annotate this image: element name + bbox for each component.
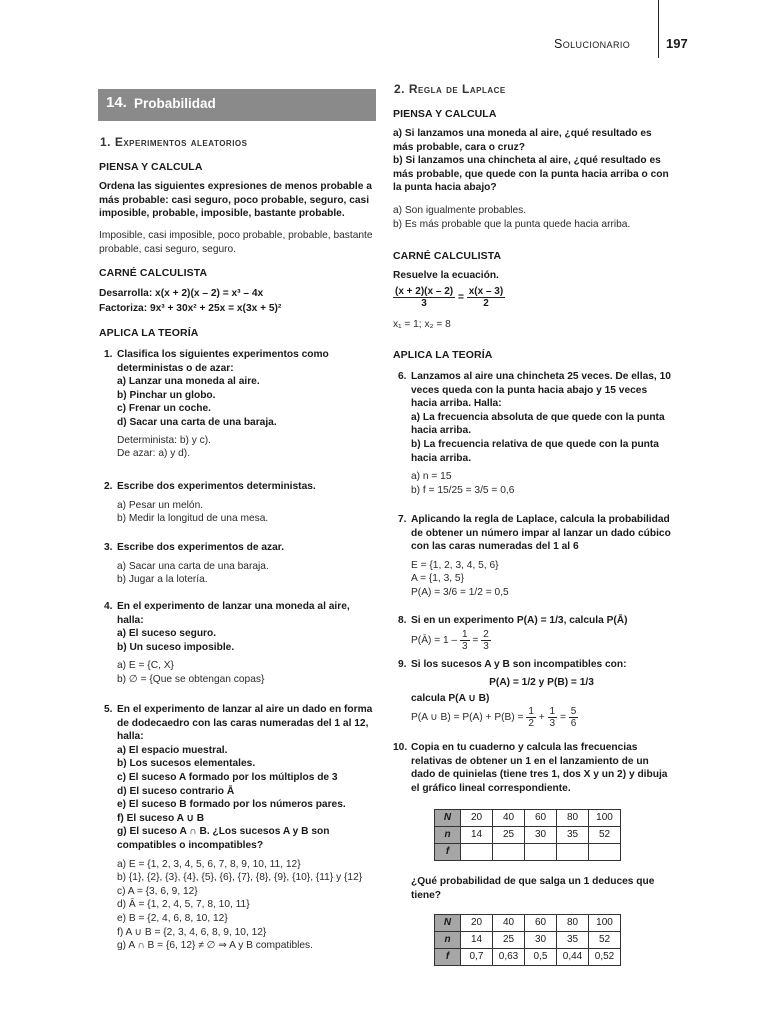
fraction [481,629,491,652]
piensa-answers [393,204,673,231]
exercise-answer: d) Ā = {1, 2, 4, 5, 7, 8, 10, 11} [117,899,250,911]
fraction [393,286,455,309]
denominator: 6 [570,717,577,729]
carne-line-1: Desarrolla: x(x + 2)(x – 2) = x³ – 4x [99,288,264,299]
subheading-aplica: APLICA LA TEORÍA [393,349,493,361]
exercise-3 [104,541,376,587]
exercise-7 [398,513,672,600]
table-header-cell: n [435,932,461,949]
fraction [460,629,470,652]
exercise-number: 1. [104,349,113,360]
exercise-number: 9. [398,659,407,670]
table-row [435,915,621,932]
header-divider [658,0,659,58]
exercise-item: f) El suceso A ∪ B [117,812,205,824]
table-header-cell: N [435,915,461,932]
numerator: 1 [549,705,556,717]
exercise-question: Si los sucesos A y B son incompatibles con: [411,659,627,670]
frequency-table-solved [434,914,621,966]
fraction [548,706,558,729]
table-row [435,810,621,827]
exercise-question: Aplicando la regla de Laplace, calcula la probabilidad de obtener un número impar al lanzar un dado cúbico con las caras numeradas del 1 al 6 [411,514,671,553]
exercise-number: 2. [104,481,113,492]
exercise-item: d) El suceso contrario Ā [117,785,235,797]
exercise-answer: g) A ∩ B = {6, 12} ≠ ∅ ⇒ A y B compatibles. [117,940,313,952]
table-cell: 14 [461,932,493,949]
denominator: 3 [462,640,468,652]
table-cell: 14 [461,827,493,844]
given-probabilities: P(A) = 1/2 y P(B) = 1/3 [489,676,594,688]
exercise-1 [104,348,376,461]
denominator: 3 [483,640,489,652]
subheading-aplica: APLICA LA TEORÍA [99,327,199,339]
exercise-answer: E = {1, 2, 3, 4, 5, 6} [411,559,499,571]
exercise-item: b) Un suceso imposible. [117,641,235,653]
exercise-question-2: ¿Qué probabilidad de que salga un 1 deduces que tiene? [411,876,655,901]
numerator: (x + 2)(x – 2) [395,286,454,297]
numerator: 1 [462,628,468,640]
denominator: 3 [421,298,427,309]
chapter-number: 14. [106,94,127,111]
table-cell: 80 [557,810,589,827]
exercise-answer: b) ∅ = {Que se obtengan copas} [117,673,265,685]
table-header-cell: f [435,844,461,861]
exercise-question: Si en un experimento P(A) = 1/3, calcula P(Ā) [411,615,628,626]
table-row [435,844,621,861]
exercise-answer: De azar: a) y d). [117,448,191,460]
running-header-title: Solucionario [554,37,631,51]
exercise-number: 6. [398,371,407,382]
carne-question: Resuelve la ecuación. [393,270,499,281]
table-cell [557,844,589,861]
exercise-answer: a) E = {C, X} [117,660,174,672]
table-cell: 35 [557,827,589,844]
table-cell: 25 [493,827,525,844]
numerator: 5 [570,705,577,717]
numerator: 1 [528,705,534,717]
equation-solution: x₁ = 1; x₂ = 8 [393,319,451,330]
exercise-4 [104,600,376,687]
table-row [435,932,621,949]
table-header-cell: f [435,949,461,966]
frequency-table-empty [434,809,621,861]
table-cell: 0,63 [493,949,525,966]
exercise-number: 3. [104,542,113,553]
exercise-answer [411,629,672,652]
exercise-item: a) Lanzar una moneda al aire. [117,376,260,388]
exercise-number: 4. [104,601,113,612]
exercise-number: 5. [104,704,113,715]
table-cell: 30 [525,827,557,844]
table-header-cell: N [435,810,461,827]
exercise-number: 10. [393,742,408,753]
table-cell: 25 [493,932,525,949]
exercise-answer: e) B = {2, 4, 6, 8, 10, 12} [117,912,228,924]
carne-line-2: Factoriza: 9x³ + 30x² + 25x = x(3x + 5)² [99,303,282,314]
table-cell: 40 [493,810,525,827]
exercise-answer: a) n = 15 [411,471,452,483]
exercise-item: c) Frenar un coche. [117,403,211,415]
exercise-answer: a) E = {1, 2, 3, 4, 5, 6, 7, 8, 9, 10, 11, 12} [117,858,301,870]
exercise-question: Escribe dos experimentos de azar. [117,542,285,553]
piensa-question: a) Si lanzamos una moneda al aire, ¿qué resultado es más probable, cara o cruz? [393,128,652,153]
exercise-answer: a) Pesar un melón. [117,499,204,511]
exercise-answer: b) Jugar a la lotería. [117,574,208,586]
exercise-8 [398,614,672,652]
exercise-2 [104,480,376,526]
exercise-number: 8. [398,615,407,626]
exercise-answer: A = {1, 3, 5} [411,573,464,585]
exercise-item: a) El espacio muestral. [117,744,228,756]
section-title: 1. Experimentos aleatorios [100,135,248,149]
table-cell: 100 [589,810,621,827]
exercise-answer: Determinista: b) y c). [117,434,211,446]
equals-sign: = [457,292,464,304]
numerator: 2 [483,628,489,640]
fraction [526,706,536,729]
exercise-item: e) El suceso B formado por los números pares. [117,799,346,811]
exercise-calc: calcula P(A ∪ B) [411,693,490,705]
table-cell: 60 [525,810,557,827]
exercise-answer: f) A ∪ B = {2, 3, 4, 6, 8, 9, 10, 12} [117,926,267,938]
numerator: x(x – 3) [468,286,504,297]
exercise-question: Clasifica los siguientes experimentos como deterministas o de azar: [117,349,329,374]
table-cell: 20 [461,915,493,932]
exercise-question: En el experimento de lanzar al aire un dado en forma de dodecaedro con las caras numeradas del 1 al 12, halla: [117,704,373,743]
exercise-10 [393,741,672,795]
table-cell: 20 [461,810,493,827]
table-header-cell: n [435,827,461,844]
equals-sign: = [472,634,479,646]
page-number: 197 [666,36,688,51]
exercise-item: a) La frecuencia absoluta de que quede con la punta hacia arriba. [411,411,665,437]
answer-text: P(Ā) = 1 – [411,634,458,646]
exercise-item: b) Los sucesos elementales. [117,758,256,770]
answer-text: P(A ∪ B) = P(A) + P(B) = [411,711,524,723]
exercise-item: g) El suceso A ∩ B. ¿Los sucesos A y B son compatibles o incompatibles? [117,826,330,851]
piensa-questions [393,127,673,195]
chapter-title: Probabilidad [134,96,216,111]
table-cell: 52 [589,932,621,949]
exercise-item: a) El suceso seguro. [117,628,217,640]
equals-sign: = [559,711,566,723]
table-cell: 80 [557,915,589,932]
table-cell: 52 [589,827,621,844]
exercise-answer: a) Sacar una carta de una baraja. [117,560,269,572]
denominator: 2 [528,717,534,729]
exercise-answer: b) Medir la longitud de una mesa. [117,513,269,525]
table-row [435,949,621,966]
table-cell: 30 [525,932,557,949]
exercise-6 [398,370,672,497]
subheading-carne: CARNÉ CALCULISTA [99,267,208,279]
exercise-answer: b) f = 15/25 = 3/5 = 0,6 [411,484,515,496]
exercise-answer: b) {1}, {2}, {3}, {4}, {5}, {6}, {7}, {8}, {9}, {10}, {11} y {12} [117,872,363,884]
piensa-question: Ordena las siguientes expresiones de menos probable a más probable: casi seguro, poco probable, seguro, casi imposible, probable, imposible, bastante probable. [99,181,372,220]
exercise-9 [398,658,672,729]
exercise-question: En el experimento de lanzar una moneda al aire, halla: [117,601,350,626]
exercise-number: 7. [398,514,407,525]
exercise-5 [104,703,376,953]
exercise-item: b) La frecuencia relativa de que quede con la punta hacia arriba. [411,438,659,464]
fraction [569,706,579,729]
table-cell: 0,5 [525,949,557,966]
table-cell [493,844,525,861]
table-cell: 35 [557,932,589,949]
denominator: 3 [549,717,556,729]
exercise-item: b) Pinchar un globo. [117,389,216,401]
table-cell: 0,44 [557,949,589,966]
subheading-carne: CARNÉ CALCULISTA [393,250,502,262]
subheading-piensa: PIENSA Y CALCULA [99,161,203,173]
equation [393,286,505,309]
plus-sign: + [538,711,545,723]
table-cell [461,844,493,861]
piensa-answer: Imposible, casi imposible, poco probable, probable, bastante probable, casi seguro, seguro. [99,230,373,255]
subheading-piensa: PIENSA Y CALCULA [393,108,497,120]
fraction [467,286,505,309]
exercise-question: Copia en tu cuaderno y calcula las frecuencias relativas de obtener un 1 en el lanzamiento de un dado de quinielas (tiene tres 1, dos X y un 2) y dibuja el gráfico lineal correspondiente. [411,742,668,794]
exercise-question: Lanzamos al aire una chincheta 25 veces. De ellas, 10 veces queda con la punta hacia abajo y 15 veces hacia arriba. Halla: [411,371,671,410]
piensa-answer: b) Es más probable que la punta quede hacia arriba. [393,218,631,230]
table-cell [589,844,621,861]
chapter-banner [98,89,376,121]
table-cell: 40 [493,915,525,932]
table-cell: 0,52 [589,949,621,966]
table-cell: 0,7 [461,949,493,966]
exercise-item: d) Sacar una carta de una baraja. [117,416,277,428]
piensa-answer: a) Son igualmente probables. [393,205,527,216]
exercise-answer [411,706,672,729]
exercise-answer: P(A) = 3/6 = 1/2 = 0,5 [411,586,509,598]
table-cell: 60 [525,915,557,932]
exercise-question: Escribe dos experimentos deterministas. [117,481,316,492]
table-cell [525,844,557,861]
section-title: 2. Regla de Laplace [394,82,506,96]
denominator: 2 [483,298,489,309]
exercise-answer: c) A = {3, 6, 9, 12} [117,885,198,897]
exercise-item: c) El suceso A formado por los múltiplos de 3 [117,771,338,783]
piensa-question: b) Si lanzamos una chincheta al aire, ¿qué resultado es más probable, que quede con la punta hacia arriba o con la punta hacia abajo? [393,155,669,194]
table-cell: 100 [589,915,621,932]
table-row [435,827,621,844]
